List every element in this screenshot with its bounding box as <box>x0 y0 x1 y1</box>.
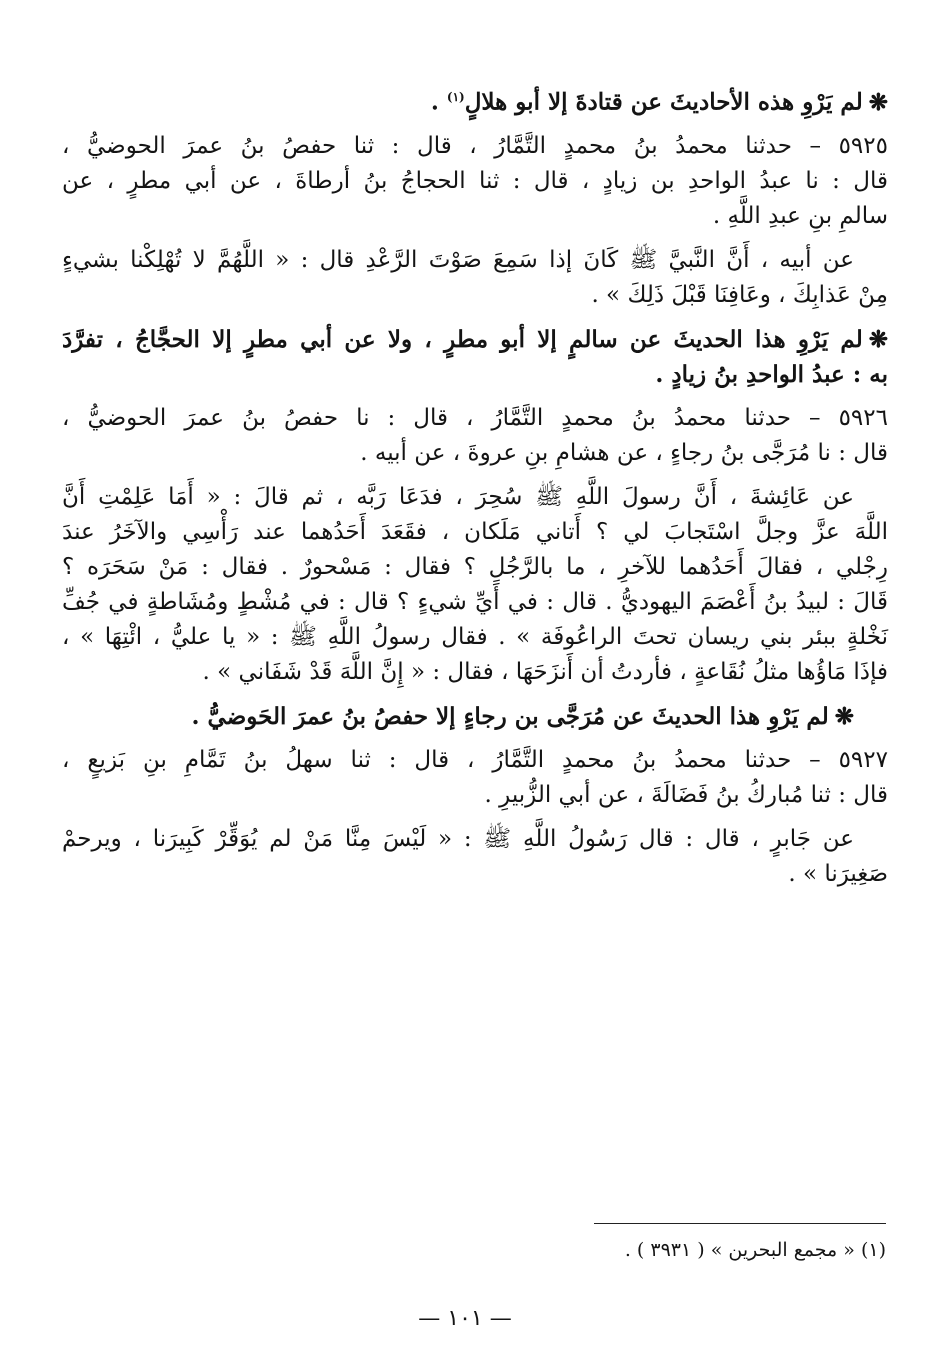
note-5926 <box>62 699 888 734</box>
text-line: صَغِيرَنا » . <box>788 860 888 887</box>
hadith-5927-isnad <box>62 743 888 813</box>
text-line: سالمِ بنِ عبدِ اللَّهِ . <box>712 202 888 229</box>
text-line: عن أبيه ، أَنَّ النَّبيَّ ﷺ كَانَ إذا سَمِعَ صَوْتَ الرَّعْدِ قال : « اللَّهُمَّ لا تُهْلِكْنا بشيءٍ <box>62 246 854 273</box>
footnote-divider <box>594 1223 886 1224</box>
text-line: عن عَائِشةَ ، أَنَّ رسولَ اللَّهِ ﷺ سُحِرَ ، فدَعَا رَبَّه ، ثم قالَ : « أَمَا عَلِمْتِ أَنَّ <box>62 483 854 510</box>
note-5925 <box>62 322 888 392</box>
hadith-5925-matn <box>62 243 888 313</box>
text-line: مِنْ عَذابِكَ ، وعَافِنَا قَبْلَ ذَلِكَ » . <box>591 281 888 308</box>
text-line: نَخْلةٍ ببئر بني ريسان تحتَ الراعُوفَة » . فقال رسولُ اللَّهِ ﷺ : « يا عليُّ ، ائْتِهَا » ، <box>62 623 888 650</box>
text-line: ٥٩٢٧ – حدثنا محمدُ بنُ محمدٍ التَّمَّارُ ، قال : ثنا سهلُ بنُ تَمَّامِ بنِ بَزيعٍ ، <box>62 746 888 773</box>
text-line: ٥٩٢٦ – حدثنا محمدُ بنُ محمدٍ التَّمَّارُ ، قال : نا حفصُ بنُ عمرَ الحوضيُّ ، <box>62 404 888 431</box>
page-body <box>62 80 888 901</box>
text-line: قال : نا مُرَجَّى بنُ رجاءٍ ، عن هشامِ بنِ عروةَ ، عن أبيه . <box>360 439 888 466</box>
note-5924: ❋لم يَرْوِ هذه الأحاديثَ عن قتادةَ إلا أبو هلالٍ$^{(١)}$ . <box>430 88 888 116</box>
text-line: قَالَ : لبيدُ بنُ أَعْصَمَ اليهوديُّ . قال : في أَيِّ شيءٍ ؟ قال : في مُشْطٍ ومُشَاطةٍ في جُفِّ <box>62 588 888 615</box>
star-ornament: ❋ <box>868 325 888 353</box>
text-line: به : عبدُ الواحدِ بنُ زيادٍ . <box>655 360 888 388</box>
star-ornament: ❋ <box>834 702 854 730</box>
text-line: ٥٩٢٥ – حدثنا محمدُ بنُ محمدٍ التَّمَّارُ ، قال : ثنا حفصُ بنُ عمرَ الحوضيُّ ، <box>62 132 888 159</box>
hadith-5925-isnad <box>62 129 888 234</box>
footnote-marker: (١) <box>446 90 465 104</box>
text-line: فإذَا مَاؤُها مثلُ نُقَاعةٍ ، فأردتُ أن أَنزَحَهَا ، فقال : « إِنَّ اللَّهَ قَدْ شَفَاني » . <box>202 658 888 685</box>
text-line: اللَّهَ عزَّ وجلَّ اسْتَجابَ لي ؟ أَتاني مَلَكان ، فقَعَدَ أَحَدُهما عند رَأْسِي والآخَرُ عندَ <box>62 518 888 545</box>
text-line: قال : ثنا مُباركُ بنُ فَضَالَةَ ، عن أبي الزُّبيرِ . <box>484 781 888 808</box>
hadith-5926-matn <box>62 480 888 690</box>
text-line: قال : نا عبدُ الواحدِ بن زيادٍ ، قال : ثنا الحجاجُ بنُ أرطاةَ ، عن أبي مطرٍ ، عن <box>62 167 888 194</box>
page-number: — ١٠١ — <box>418 1306 512 1331</box>
footnote: (١) « مجمع البحرين » ( ٣٩٣١ ) . <box>624 1239 886 1261</box>
hadith-5926-isnad <box>62 401 888 471</box>
text-line: لم يَرْوِ هذا الحديثَ عن سالمٍ إلا أبو مطرٍ ، ولا عن أبي مطرٍ إلا الحجَّاجُ ، تفرَّدَ <box>62 325 863 353</box>
text-line: لم يَرْوِ هذه الأحاديثَ عن قتادةَ إلا أبو هلالٍ <box>464 88 863 116</box>
text-line: لم يَرْوِ هذا الحديثَ عن مُرَجَّى بن رجاءٍ إلا حفصُ بنُ عمرَ الحَوضيُّ . <box>191 702 829 730</box>
hadith-5927-matn <box>62 822 888 892</box>
star-ornament: ❋ <box>868 88 888 116</box>
text-line: عن جَابرٍ ، قال : قال رَسُولُ اللَّهِ ﷺ : « لَيْسَ مِنَّا مَنْ لم يُوَقِّرْ كَبِيرَنا ، ويرحمْ <box>62 825 854 852</box>
text-line: رِجْلي ، فقالَ أَحَدُهما للآخرِ ، ما بالرَّجُلِ ؟ فقال : مَسْحورٌ . فقال : مَنْ سَحَرَه ؟ <box>62 553 888 580</box>
